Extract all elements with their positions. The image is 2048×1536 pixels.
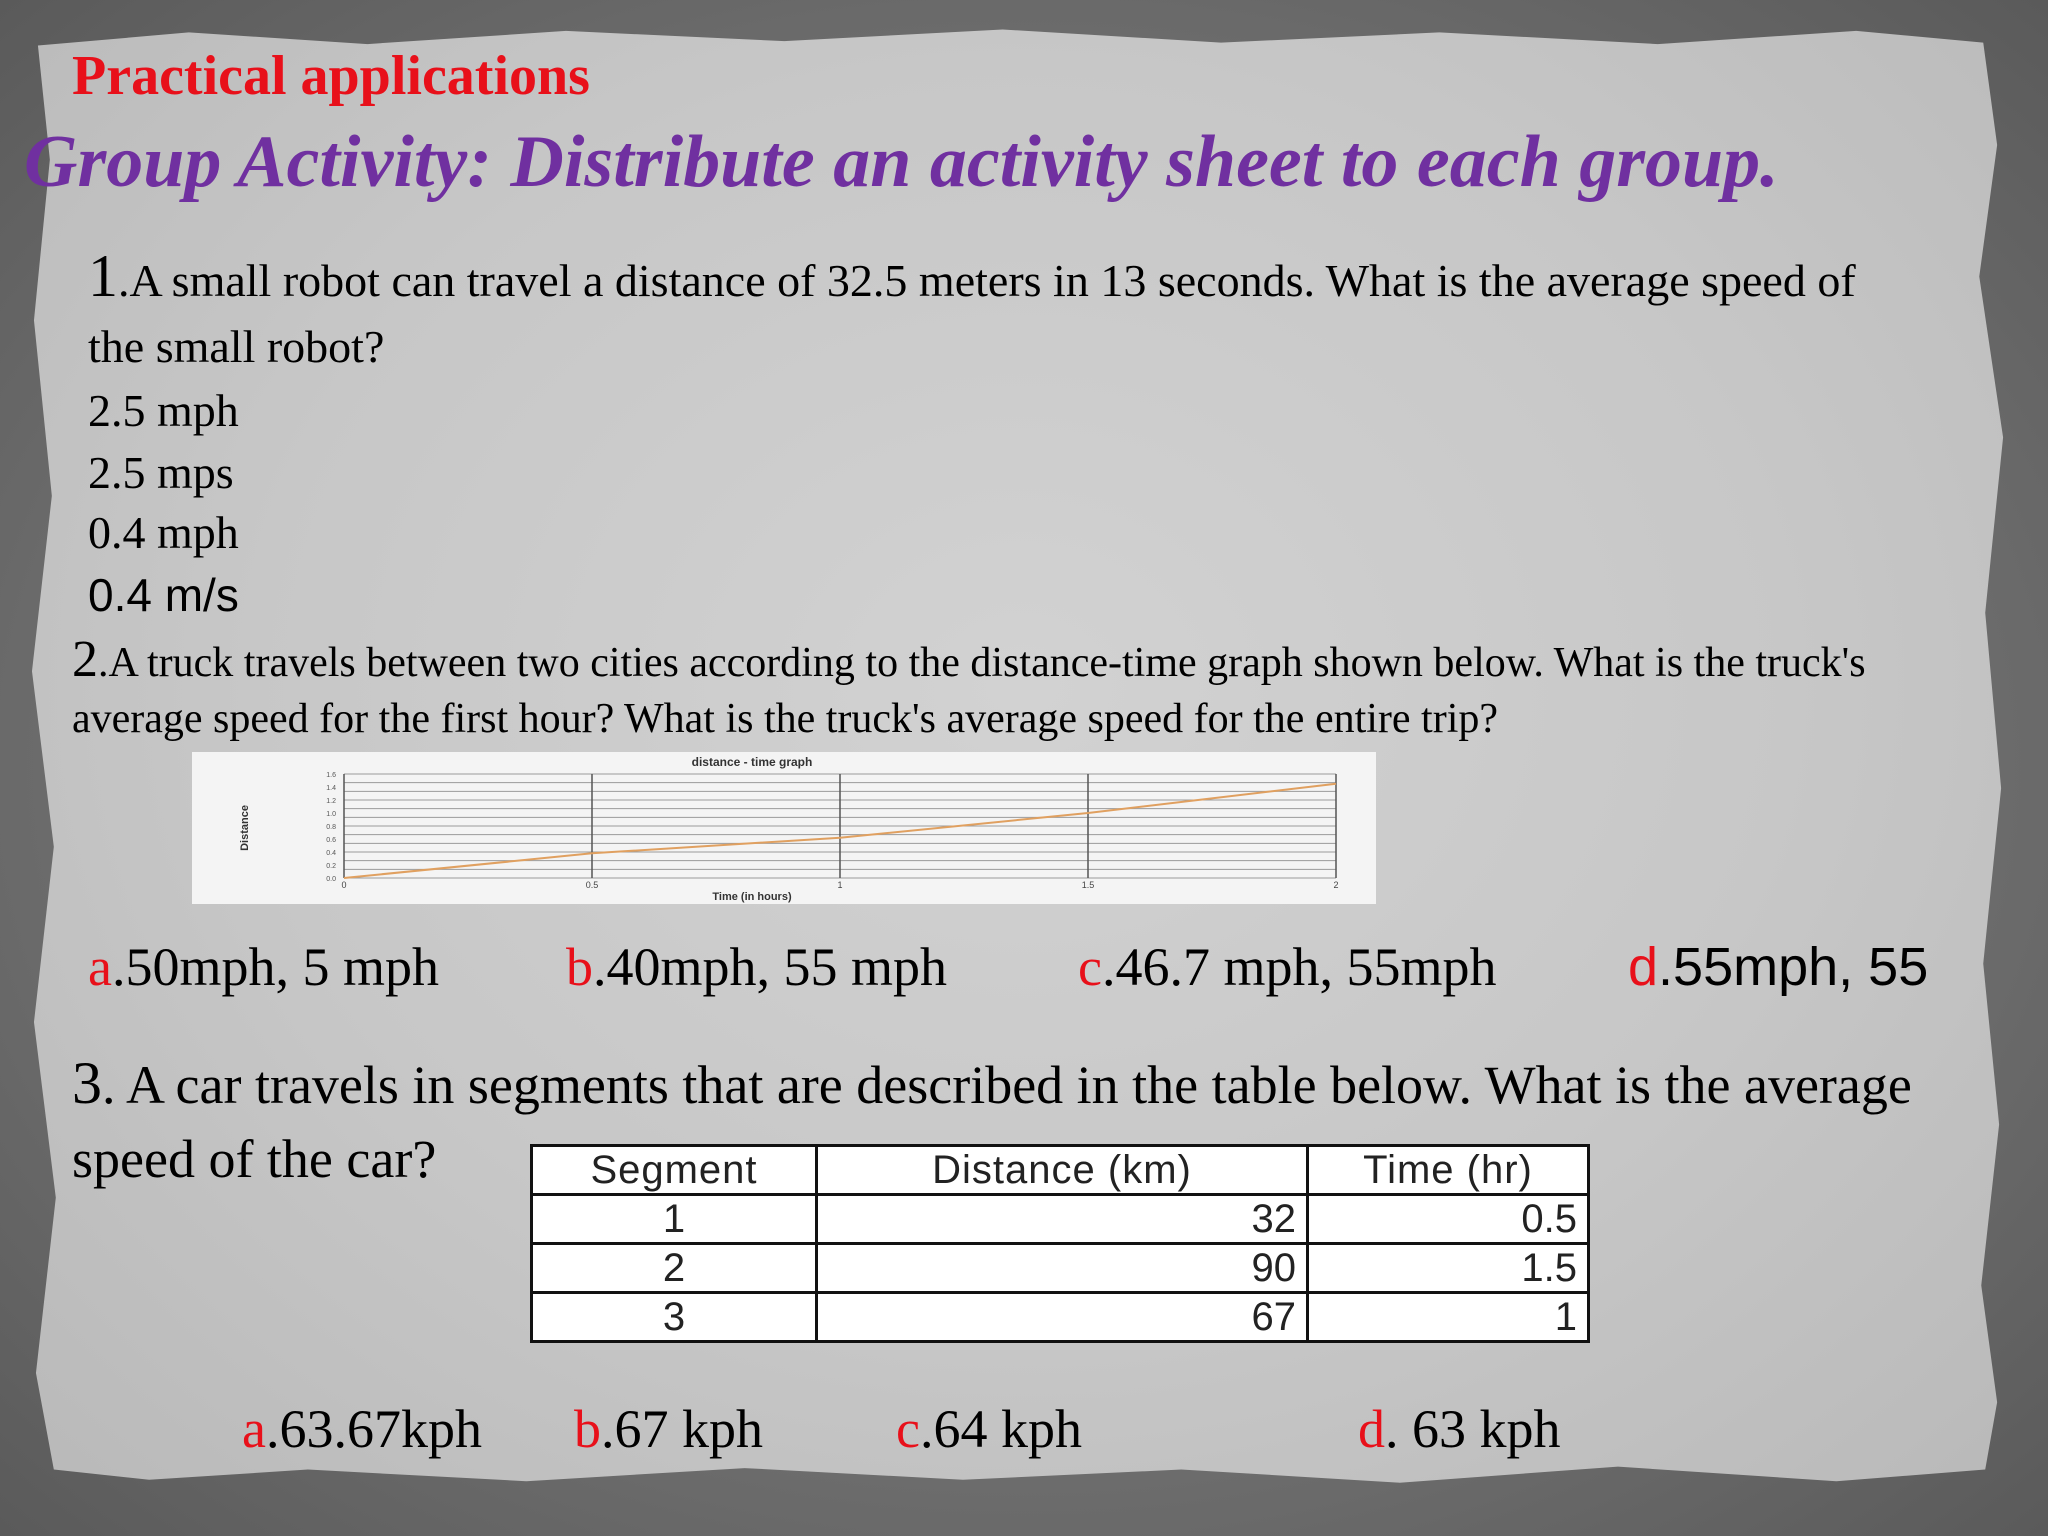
q2-answer-c-text: .46.7 mph, 55mph [1101,937,1497,997]
table-cell-time: 1 [1308,1293,1589,1342]
chart-y-label: Distance [239,805,251,851]
q3-answer-b [574,1398,763,1460]
q2-answer-c [1078,936,1496,998]
q2-answer-a [88,936,439,998]
question-2-text: .A truck travels between two cities according to the distance-time graph shown below. What is the truck's average speed for the first hour? What is the truck's average speed for the entire trip? [72,640,1866,742]
table-cell-distance: 32 [817,1195,1308,1244]
page-heading: Practical applications [72,45,590,107]
q1-option-1: 2.5 mph [88,385,239,436]
q2-answer-b-text: .40mph, 55 mph [593,937,948,997]
q3-answer-c-letter: c [896,1399,920,1459]
table-cell-segment: 2 [532,1244,817,1293]
q1-option-2: 2.5 mps [88,447,234,498]
chart-x-tick-label: 2 [1333,880,1339,890]
table-row [532,1293,1589,1342]
distance-time-graph [192,752,1376,904]
table-cell-time: 0.5 [1308,1195,1589,1244]
q3-answer-c [896,1398,1082,1460]
question-1 [88,243,1888,380]
page-subtitle: Group Activity: Distribute an activity sheet to each group. [24,121,1779,203]
q3-answer-a-letter: a [242,1399,266,1459]
question-3-number: 3 [72,1050,102,1116]
chart-y-tick-label: 0.2 [326,863,336,870]
chart-y-tick-label: 1.6 [326,772,336,779]
chart-y-tick-label: 0.0 [326,876,336,883]
chart-x-tick-label: 0.5 [585,880,599,890]
q3-answer-a [242,1398,482,1460]
q2-answer-b-letter: b [566,937,593,997]
question-1-number: 1 [88,243,118,309]
q2-answer-a-letter: a [88,937,112,997]
column-header-distance: Distance (km) [817,1146,1308,1195]
question-3-text: . A car travels in segments that are described in the table below. What is the average speed of the car? [72,1055,1912,1189]
table-cell-segment: 3 [532,1293,817,1342]
q3-answer-d-letter: d [1358,1399,1385,1459]
q1-option-4: 0.4 m/s [88,569,239,621]
segment-table [530,1144,1590,1343]
chart-y-tick-label: 0.8 [326,824,336,831]
chart-y-tick-label: 0.4 [326,850,336,857]
table-cell-distance: 67 [817,1293,1308,1342]
q3-answer-d-text: . 63 kph [1385,1399,1561,1459]
question-1-text: .A small robot can travel a distance of 32.5 meters in 13 seconds. What is the average speed of the small robot? [88,255,1856,372]
table-cell-distance: 90 [817,1244,1308,1293]
chart-x-tick-label: 1.5 [1081,880,1095,890]
q3-answer-b-text: .67 kph [601,1399,763,1459]
chart-svg [192,752,1376,904]
q2-answer-d [1628,936,1928,998]
table-cell-time: 1.5 [1308,1244,1589,1293]
table-row [532,1244,1589,1293]
chart-title: distance - time graph [691,755,813,769]
q2-answer-d-text: .55mph, 55 [1658,937,1929,997]
q3-answer-a-text: .63.67kph [265,1399,482,1459]
column-header-segment: Segment [532,1146,817,1195]
q2-answer-c-letter: c [1078,937,1102,997]
question-2 [72,632,1932,747]
q1-option-3: 0.4 mph [88,507,239,558]
q3-answer-d [1358,1398,1561,1460]
chart-y-tick-label: 1.4 [326,785,336,792]
column-header-time: Time (hr) [1308,1146,1589,1195]
q2-answer-d-letter: d [1628,937,1659,997]
q3-answer-b-letter: b [574,1399,601,1459]
table-header-row [532,1146,1589,1195]
q3-answer-c-text: .64 kph [919,1399,1082,1459]
chart-y-tick-label: 1.0 [326,811,336,818]
question-2-number: 2 [72,631,98,688]
q2-answer-b [566,936,947,998]
chart-y-tick-label: 1.2 [326,798,336,805]
q2-answer-a-text: .50mph, 5 mph [111,937,439,997]
chart-y-tick-label: 0.6 [326,837,336,844]
table-cell-segment: 1 [532,1195,817,1244]
chart-x-tick-label: 1 [837,880,843,890]
table-row [532,1195,1589,1244]
chart-x-tick-label: 0 [341,880,347,890]
chart-x-label: Time (in hours) [712,891,792,903]
